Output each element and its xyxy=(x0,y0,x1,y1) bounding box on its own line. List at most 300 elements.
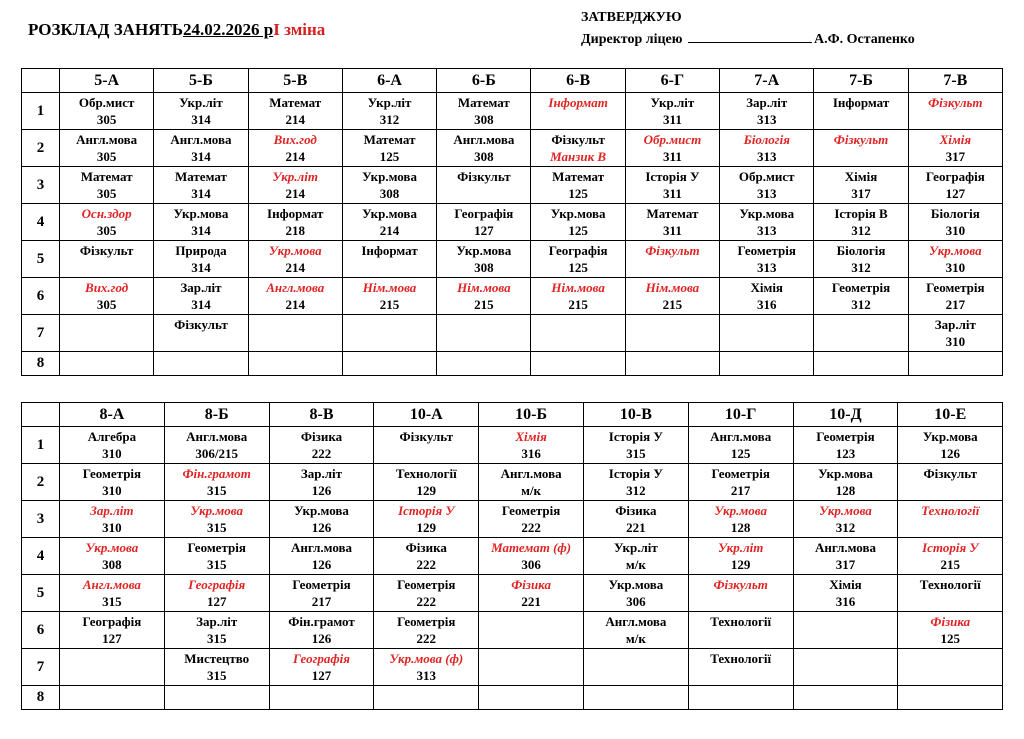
subject-name: Геометрія xyxy=(816,429,875,444)
subject-name: Алгебра xyxy=(87,429,137,444)
lesson-cell xyxy=(269,501,374,538)
lesson-cell xyxy=(688,686,793,710)
table-header-row xyxy=(22,69,1003,93)
table-row xyxy=(22,575,1003,612)
lesson-cell xyxy=(583,575,688,612)
room-number: 126 xyxy=(311,483,332,498)
subject-name: Історія В xyxy=(834,206,888,221)
subject-name: Вих.год xyxy=(85,280,129,295)
corner-cell xyxy=(22,69,60,93)
class-header: 10-В xyxy=(583,403,688,427)
lesson-cell xyxy=(479,464,584,501)
subject-name: Фін.грамот xyxy=(288,614,355,629)
room-number: 312 xyxy=(379,112,400,127)
lesson-cell xyxy=(374,538,479,575)
lesson-cell xyxy=(437,167,531,204)
subject-name: Математ xyxy=(269,95,322,110)
lesson-cell xyxy=(908,278,1002,315)
subject-name: Географія xyxy=(82,614,142,629)
room-number: 305 xyxy=(96,186,117,201)
lesson-cell xyxy=(479,686,584,710)
table-row xyxy=(22,538,1003,575)
lesson-cell xyxy=(793,464,898,501)
room-number: 315 xyxy=(102,594,122,609)
room-number: 310 xyxy=(945,260,966,275)
lesson-cell xyxy=(154,352,248,376)
subject-name: Хімія xyxy=(515,429,547,444)
subject-name: Осн.здор xyxy=(81,206,132,221)
subject-name: Хімія xyxy=(844,169,878,184)
subject-name: Укр.мова xyxy=(362,206,417,221)
lesson-number: 5 xyxy=(22,241,60,278)
subject-name: Історія У xyxy=(645,169,700,184)
table-row xyxy=(22,612,1003,649)
subject-name: Математ xyxy=(363,132,416,147)
subject-name: Геометрія xyxy=(926,280,985,295)
lesson-number: 1 xyxy=(22,93,60,130)
room-number: 317 xyxy=(851,186,871,201)
subject-name: Інформат xyxy=(548,95,608,110)
room-number: 315 xyxy=(206,483,227,498)
room-number: 125 xyxy=(940,631,961,646)
lesson-cell xyxy=(908,130,1002,167)
subject-name: Геометрія xyxy=(82,466,142,481)
class-header: 6-Г xyxy=(625,69,719,93)
lesson-cell xyxy=(60,686,165,710)
approval-block xyxy=(581,7,915,51)
class-header: 6-А xyxy=(342,69,436,93)
subject-name: Англ.мова xyxy=(500,466,562,481)
room-number: 215 xyxy=(662,297,683,312)
room-number: 315 xyxy=(206,557,227,572)
lesson-cell xyxy=(479,575,584,612)
room-number: 217 xyxy=(945,297,966,312)
room-number: 312 xyxy=(851,223,871,238)
subject-name: Історія У xyxy=(398,503,455,518)
subject-name: Нім.мова xyxy=(645,280,700,295)
subject-name: Фізика xyxy=(300,429,343,444)
lesson-cell xyxy=(688,464,793,501)
subject-name: Укр.мова (ф) xyxy=(389,651,464,666)
subject-name: Англ.мова xyxy=(290,540,353,555)
subject-name: Фізкульт xyxy=(457,169,511,184)
subject-name: Геометрія xyxy=(397,614,456,629)
lesson-cell xyxy=(164,686,269,710)
subject-name: Біологія xyxy=(743,132,790,147)
lesson-number: 4 xyxy=(22,538,60,575)
room-number: 311 xyxy=(663,186,682,201)
lesson-cell xyxy=(793,649,898,686)
lesson-cell xyxy=(814,352,908,376)
lesson-cell xyxy=(479,649,584,686)
subject-name: Укр.мова xyxy=(928,243,982,258)
subject-name: Хімія xyxy=(939,132,972,147)
lesson-cell xyxy=(908,204,1002,241)
subject-name: Геометрія xyxy=(397,577,456,592)
room-number: 128 xyxy=(730,520,751,535)
subject-name: Зар.літ xyxy=(300,466,343,481)
subject-name: Технології xyxy=(921,503,980,518)
shift-label: І зміна xyxy=(273,20,326,39)
lesson-cell xyxy=(60,427,165,464)
subject-name: Геометрія xyxy=(711,466,770,481)
room-number: м/к xyxy=(521,483,542,498)
room-number: 315 xyxy=(206,520,227,535)
lesson-cell xyxy=(583,649,688,686)
room-number: 305 xyxy=(96,149,117,164)
lesson-cell xyxy=(583,427,688,464)
subject-name: Англ.мова xyxy=(186,429,248,444)
class-header: 8-Б xyxy=(164,403,269,427)
lesson-number: 8 xyxy=(22,352,60,376)
lesson-cell xyxy=(437,278,531,315)
lesson-cell xyxy=(342,167,436,204)
lesson-cell xyxy=(531,204,625,241)
room-number: 305 xyxy=(96,112,117,127)
subject-name: Фізкульт xyxy=(923,466,978,481)
class-header: 10-Б xyxy=(479,403,584,427)
subject-name: Англ.мова xyxy=(453,132,515,147)
subject-name: Математ xyxy=(80,169,133,184)
room-number: 222 xyxy=(521,520,541,535)
lesson-cell xyxy=(793,575,898,612)
lesson-cell xyxy=(793,501,898,538)
subject-name: Укр.літ xyxy=(650,95,695,110)
room-number: 221 xyxy=(626,520,646,535)
room-number: 126 xyxy=(311,557,332,572)
lesson-cell xyxy=(625,241,719,278)
room-number: 222 xyxy=(311,446,332,461)
table-row xyxy=(22,427,1003,464)
room-number: 214 xyxy=(285,149,305,164)
lesson-cell xyxy=(908,315,1002,352)
subject-name: Фізика xyxy=(615,503,657,518)
room-number: 308 xyxy=(474,112,494,127)
lesson-cell xyxy=(374,575,479,612)
room-number: 314 xyxy=(191,223,211,238)
subject-name: Фізкульт xyxy=(713,577,768,592)
lesson-number: 5 xyxy=(22,575,60,612)
subject-name: Укр.літ xyxy=(717,540,764,555)
subject-name: Укр.мова xyxy=(456,243,512,258)
subject-name: Фізика xyxy=(511,577,551,592)
subject-name: Фізкульт xyxy=(399,429,454,444)
lesson-cell xyxy=(437,93,531,130)
room-number: 312 xyxy=(626,483,646,498)
lesson-number: 7 xyxy=(22,649,60,686)
director-name: А.Ф. Остапенко xyxy=(813,32,915,47)
room-number: 315 xyxy=(206,631,227,646)
class-header: 5-В xyxy=(248,69,342,93)
subject-name: Укр.мова xyxy=(739,206,795,221)
class-header: 10-Д xyxy=(793,403,898,427)
lesson-cell xyxy=(269,686,374,710)
lesson-cell xyxy=(269,427,374,464)
subject-name: Технології xyxy=(710,614,772,629)
subject-name: Укр.мова xyxy=(922,429,978,444)
title-prefix: РОЗКЛАД ЗАНЯТЬ xyxy=(28,20,184,39)
class-header: 6-Б xyxy=(437,69,531,93)
lesson-cell xyxy=(342,352,436,376)
lesson-cell xyxy=(269,612,374,649)
class-header: 5-А xyxy=(60,69,154,93)
subject-name: Хімія xyxy=(750,280,783,295)
lesson-cell xyxy=(154,93,248,130)
lesson-number: 6 xyxy=(22,612,60,649)
lesson-cell xyxy=(154,167,248,204)
class-header: 5-Б xyxy=(154,69,248,93)
room-number: 308 xyxy=(102,557,122,572)
room-number: 310 xyxy=(102,483,122,498)
lesson-cell xyxy=(688,649,793,686)
lesson-cell xyxy=(164,575,269,612)
room-number: 125 xyxy=(379,149,400,164)
lesson-cell xyxy=(688,612,793,649)
lesson-cell xyxy=(60,241,154,278)
lesson-cell xyxy=(60,352,154,376)
lesson-cell xyxy=(531,315,625,352)
subject-name: Англ.мова xyxy=(814,540,876,555)
subject-name: Географія xyxy=(293,651,350,666)
lesson-cell xyxy=(814,130,908,167)
lesson-cell xyxy=(154,204,248,241)
subject-name: Укр.мова xyxy=(362,169,417,184)
schedule-table-grades-5-7 xyxy=(21,68,1003,376)
schedule-title xyxy=(28,20,325,40)
room-number: 311 xyxy=(663,149,682,164)
lesson-cell xyxy=(248,93,342,130)
room-number: 214 xyxy=(285,297,305,312)
room-number: 314 xyxy=(191,149,211,164)
subject-name: Фізкульт xyxy=(645,243,700,258)
lesson-cell xyxy=(374,612,479,649)
lesson-cell xyxy=(898,464,1003,501)
room-number: 215 xyxy=(568,297,588,312)
subject-name: Укр.мова xyxy=(268,243,322,258)
lesson-cell xyxy=(164,649,269,686)
subject-name: Географія xyxy=(548,243,608,258)
table-row xyxy=(22,278,1003,315)
lesson-cell xyxy=(720,130,814,167)
room-number: 311 xyxy=(663,223,682,238)
lesson-cell xyxy=(164,464,269,501)
lesson-cell xyxy=(898,649,1003,686)
lesson-cell xyxy=(60,538,165,575)
lesson-number: 3 xyxy=(22,501,60,538)
lesson-cell xyxy=(437,315,531,352)
subject-name: Біологія xyxy=(930,206,980,221)
room-number: 315 xyxy=(206,668,227,683)
subject-name: Укр.мова xyxy=(190,503,244,518)
room-number: 314 xyxy=(191,186,211,201)
lesson-cell xyxy=(583,612,688,649)
subject-name: Географія xyxy=(188,577,246,592)
subject-name: Англ.мова xyxy=(710,429,772,444)
subject-name: Інформат xyxy=(832,95,890,110)
room-number: 316 xyxy=(521,446,541,461)
lesson-cell xyxy=(248,130,342,167)
lesson-cell xyxy=(374,501,479,538)
lesson-cell xyxy=(898,575,1003,612)
room-number: 125 xyxy=(568,223,588,238)
room-number: 316 xyxy=(835,594,856,609)
lesson-cell xyxy=(437,204,531,241)
lesson-cell xyxy=(374,649,479,686)
subject-name: Технології xyxy=(919,577,981,592)
lesson-cell xyxy=(154,315,248,352)
lesson-cell xyxy=(269,538,374,575)
lesson-number: 8 xyxy=(22,686,60,710)
room-number: 217 xyxy=(311,594,332,609)
subject-name: Географія xyxy=(454,206,514,221)
room-number: 313 xyxy=(756,186,777,201)
table-header-row xyxy=(22,403,1003,427)
subject-name: Зар.літ xyxy=(180,280,222,295)
subject-name: Математ xyxy=(457,95,510,110)
lesson-cell xyxy=(583,501,688,538)
subject-name: Укр.мова xyxy=(714,503,768,518)
lesson-cell xyxy=(374,686,479,710)
schedule-table-grades-8-10 xyxy=(21,402,1003,710)
lesson-number: 1 xyxy=(22,427,60,464)
subject-name: Історія У xyxy=(608,466,663,481)
subject-name: Англ.мова xyxy=(82,577,141,592)
table-row xyxy=(22,93,1003,130)
lesson-number: 4 xyxy=(22,204,60,241)
subject-name: Нім.мова xyxy=(551,280,605,295)
lesson-cell xyxy=(60,649,165,686)
table-row xyxy=(22,130,1003,167)
room-number: 126 xyxy=(311,520,332,535)
room-number: м/к xyxy=(625,557,646,572)
subject-name: Математ xyxy=(646,206,699,221)
table-row xyxy=(22,464,1003,501)
lesson-number: 7 xyxy=(22,315,60,352)
lesson-cell xyxy=(898,427,1003,464)
lesson-cell xyxy=(688,427,793,464)
subject-name: Зар.літ xyxy=(196,614,238,629)
lesson-cell xyxy=(248,204,342,241)
room-number: 313 xyxy=(756,223,777,238)
table-row xyxy=(22,686,1003,710)
subject-name: Математ (ф) xyxy=(491,540,572,555)
room-number: 305 xyxy=(96,223,117,238)
subject-name: Геометрія xyxy=(187,540,246,555)
lesson-cell xyxy=(248,352,342,376)
lesson-number: 6 xyxy=(22,278,60,315)
class-header: 10-Г xyxy=(688,403,793,427)
class-header: 10-Е xyxy=(898,403,1003,427)
lesson-cell xyxy=(60,278,154,315)
lesson-cell xyxy=(814,278,908,315)
lesson-cell xyxy=(898,538,1003,575)
subject-name: Математ xyxy=(174,169,227,184)
lesson-cell xyxy=(814,241,908,278)
subject-name: Хімія xyxy=(829,577,862,592)
class-header: 8-А xyxy=(60,403,165,427)
lesson-cell xyxy=(625,167,719,204)
lesson-cell xyxy=(531,130,625,167)
room-number: 308 xyxy=(474,260,494,275)
room-number: 125 xyxy=(568,186,588,201)
lesson-cell xyxy=(60,501,165,538)
room-number: 306 xyxy=(521,557,541,572)
lesson-cell xyxy=(793,538,898,575)
lesson-cell xyxy=(583,538,688,575)
signature-line xyxy=(688,29,812,43)
subject-name: Інформат xyxy=(267,206,324,221)
subject-name: Інформат xyxy=(361,243,418,258)
subject-name: Укр.мова xyxy=(819,503,872,518)
subject-name: Укр.літ xyxy=(614,540,658,555)
subject-name: Укр.мова xyxy=(818,466,873,481)
room-number: 312 xyxy=(835,520,856,535)
room-number: 310 xyxy=(945,223,966,238)
lesson-cell xyxy=(898,612,1003,649)
lesson-cell xyxy=(164,427,269,464)
lesson-cell xyxy=(793,427,898,464)
lesson-cell xyxy=(793,612,898,649)
subject-name: Геометрія xyxy=(501,503,561,518)
subject-name: Математ xyxy=(552,169,605,184)
table-row xyxy=(22,167,1003,204)
lesson-cell xyxy=(342,93,436,130)
lesson-cell xyxy=(479,538,584,575)
lesson-cell xyxy=(60,612,165,649)
room-number: 313 xyxy=(756,149,777,164)
lesson-cell xyxy=(688,501,793,538)
subject-name: Геометрія xyxy=(831,280,891,295)
lesson-cell xyxy=(248,241,342,278)
room-number: 313 xyxy=(416,668,437,683)
lesson-number: 2 xyxy=(22,464,60,501)
room-number: 314 xyxy=(191,260,211,275)
subject-name: Фізика xyxy=(930,614,971,629)
room-number: 315 xyxy=(626,446,646,461)
room-number: 313 xyxy=(756,112,777,127)
subject-name: Укр.мова xyxy=(173,206,229,221)
lesson-cell xyxy=(60,315,154,352)
subject-name: Зар.літ xyxy=(746,95,788,110)
room-number: 316 xyxy=(756,297,777,312)
subject-name: Англ.мова xyxy=(266,280,325,295)
lesson-cell xyxy=(898,501,1003,538)
table-row xyxy=(22,315,1003,352)
room-number: 129 xyxy=(416,520,437,535)
room-number: 128 xyxy=(835,483,856,498)
lesson-cell xyxy=(688,575,793,612)
director-line xyxy=(581,29,915,51)
subject-name: Нім.мова xyxy=(362,280,417,295)
subject-name: Технології xyxy=(395,466,457,481)
subject-name: Обр.мист xyxy=(738,169,795,184)
room-number: 127 xyxy=(206,594,227,609)
room-number: 127 xyxy=(311,668,332,683)
table-row xyxy=(22,649,1003,686)
corner-cell xyxy=(22,403,60,427)
lesson-cell xyxy=(908,241,1002,278)
lesson-cell xyxy=(720,352,814,376)
subject-name: Зар.літ xyxy=(90,503,134,518)
room-number: 215 xyxy=(940,557,961,572)
lesson-cell xyxy=(908,93,1002,130)
room-number: 312 xyxy=(851,260,871,275)
lesson-cell xyxy=(437,352,531,376)
subject-name: Укр.мова xyxy=(608,577,664,592)
room-number: 308 xyxy=(379,186,400,201)
room-number: 214 xyxy=(285,260,305,275)
subject-name: Фізкульт xyxy=(833,132,889,147)
